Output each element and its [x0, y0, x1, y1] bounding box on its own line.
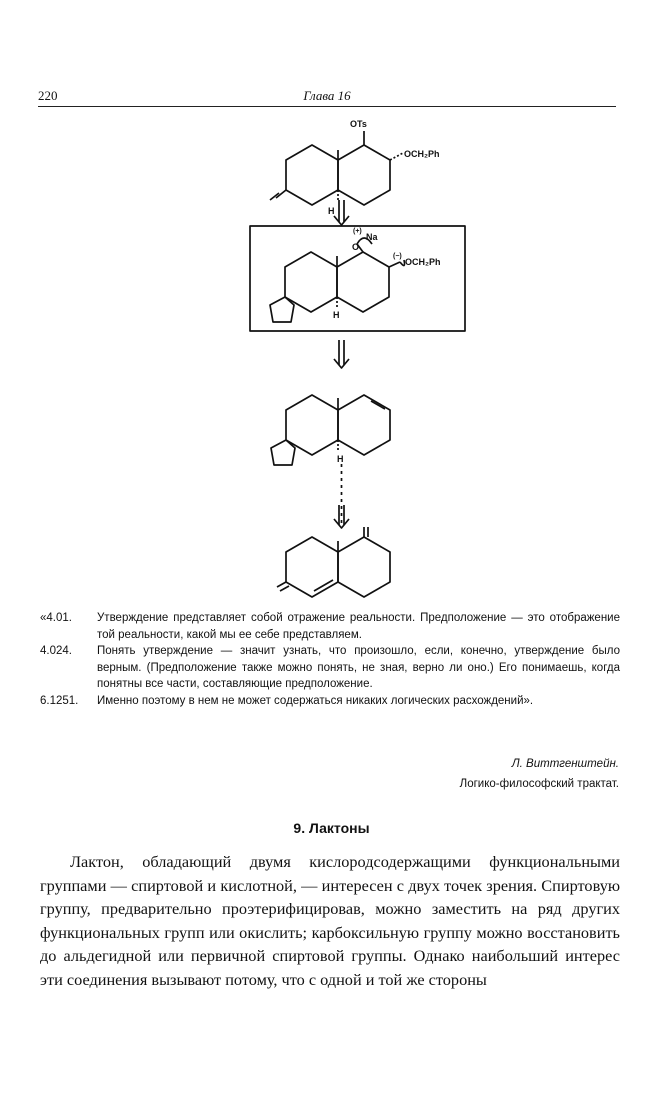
label-och2ph-2: OCH₂Ph: [405, 257, 441, 267]
page-number: 220: [38, 88, 58, 103]
attribution-work: Логико-философский трактат.: [459, 778, 619, 790]
label-h-2: H: [333, 310, 340, 320]
running-title: Глава 16: [303, 88, 351, 103]
quote-item: [40, 693, 620, 710]
label-h-1: H: [328, 206, 335, 216]
structure-enone-product: [277, 527, 390, 597]
reaction-arrow-1: [334, 200, 349, 225]
quote-attribution: [460, 754, 619, 794]
page-header: [38, 86, 616, 107]
reaction-scheme: [0, 110, 663, 605]
wittgenstein-quotes: [40, 610, 620, 709]
attribution-author: Л. Виттгенштейн.: [511, 758, 619, 770]
structure-tosylate: [270, 131, 403, 205]
quote-item: [40, 643, 620, 693]
reaction-arrow-2: [334, 340, 349, 368]
label-charge-plus: (+): [353, 228, 362, 235]
quote-number: 6.1251.: [40, 694, 79, 707]
quote-text: Утверждение представляет собой отражение реальности. Предположение — это отображение той реальности, какой мы ее себе представляем.: [97, 612, 620, 641]
label-och2ph-1: OCH₂Ph: [404, 149, 440, 159]
structure-olefin: [271, 395, 390, 465]
quote-text: Понять утверждение — значит узнать, что произошло, если, конечно, утверждение было верным. (Предположение также можно понять, не зная, верно ли оно.) Его понимаешь, когда понятны все части, составляющие предположение.: [97, 645, 620, 690]
quote-text: Именно поэтому в нем не может содержаться никаких логических расхождений».: [97, 694, 534, 707]
quote-item: [40, 610, 620, 643]
reaction-arrow-3: [334, 464, 349, 528]
body-paragraph: Лактон, обладающий двумя кислородсодержащими функциональными группами — спиртовой и кислотной, — интересен с двух точек зрения. Спиртовую группу, предварительно проэтерифицировав, можно заместить на ряд других функциональных групп или окислить; карбоксильную группу можно восстановить до альдегидной или первичной спиртовой группы. Однако наибольший интерес эти соединения вызывают потому, что с одной и той же стороны: [40, 852, 620, 989]
label-ots: OTs: [350, 119, 367, 129]
section-title: 9. Лактоны: [293, 820, 370, 836]
quote-number: «4.01.: [40, 612, 72, 624]
label-h-3: H: [337, 454, 344, 464]
quote-number: 4.024.: [40, 645, 72, 657]
label-charge-minus: (−): [393, 253, 402, 260]
label-na: Na: [366, 232, 378, 242]
label-o-alkoxide: O: [352, 242, 360, 252]
